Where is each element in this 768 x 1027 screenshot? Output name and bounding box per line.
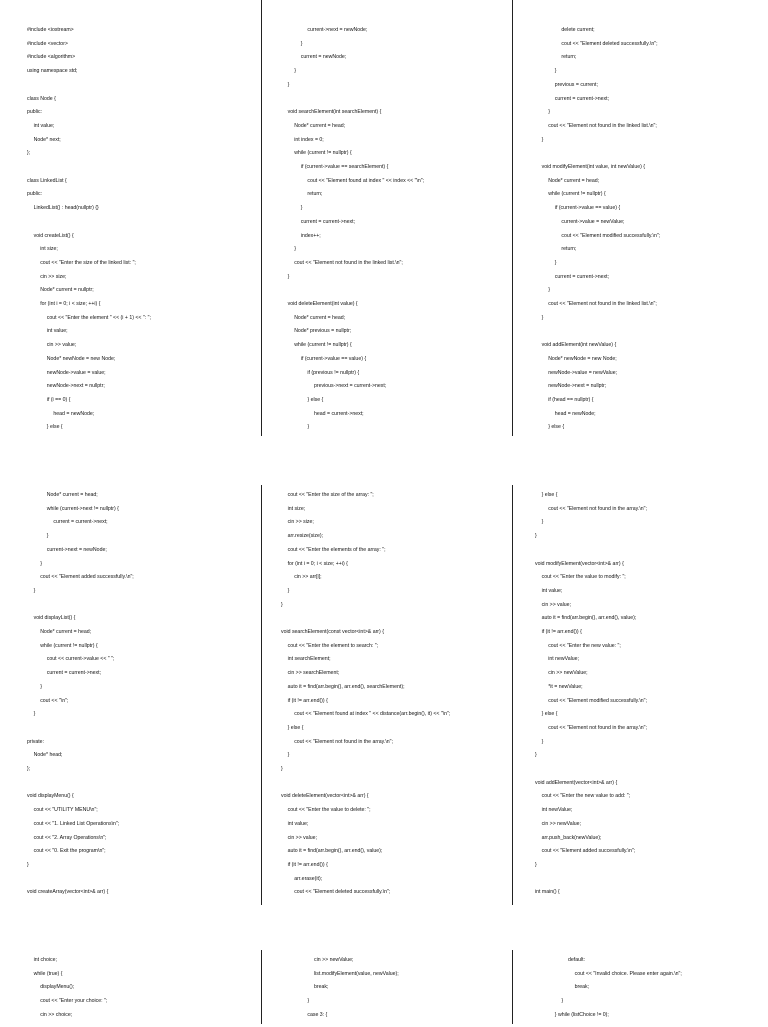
code-column-r2-c3: [535, 492, 768, 912]
code-line: cin >> newValue;: [548, 670, 588, 677]
code-line: if (current->value == searchElement) {: [300, 164, 389, 170]
code-line: int value;: [46, 328, 68, 335]
code-line: void createList() {: [33, 232, 74, 239]
code-line: }: [554, 68, 557, 75]
code-line: } else {: [548, 424, 565, 431]
code-line: cout << "Element added successfully.\n";: [541, 848, 636, 855]
code-line: current = current->next;: [300, 218, 356, 225]
code-line: default:: [568, 957, 586, 963]
code-line: index++;: [300, 232, 321, 239]
code-line: delete current;: [561, 27, 595, 33]
code-line: int value;: [541, 587, 563, 594]
code-line: Node* current = head;: [46, 492, 98, 498]
code-line: return;: [561, 246, 577, 253]
code-line: Node* current = head;: [294, 314, 346, 321]
code-line: cout << current->value << " ";: [46, 656, 115, 663]
code-line: void deleteElement(vector<int>& arr) {: [281, 793, 369, 800]
code-line: cout << "Element not found in the linked list.\n";: [548, 301, 657, 307]
code-line: newNode->value = value;: [46, 369, 106, 376]
code-line: arr.erase(it);: [294, 875, 323, 882]
code-line: void modifyElement(vector<int>& arr) {: [535, 560, 624, 567]
code-line: while (current != nullptr) {: [294, 342, 352, 349]
code-line: }: [548, 287, 550, 294]
code-line: }: [541, 519, 544, 526]
code-line: head = newNode;: [554, 410, 596, 417]
code-line: cin >> choice;: [40, 1011, 73, 1018]
code-line: while (current != nullptr) {: [548, 191, 606, 198]
code-line: Node* current = nullptr;: [40, 287, 94, 294]
code-line: }: [287, 587, 290, 594]
code-line: cout << "Enter the element " << (i + 1) << ": ";: [46, 314, 151, 321]
code-line: case 3: {: [307, 1011, 328, 1018]
code-line: cout << "Enter the value to modify: ";: [541, 574, 626, 581]
code-line: cout << "Enter your choice: ";: [40, 998, 108, 1005]
column-divider: [261, 0, 262, 436]
code-line: cin >> value;: [541, 601, 572, 608]
code-line: cin >> value;: [287, 834, 318, 841]
code-line: cout << "Element modified successfully.\n";: [548, 697, 647, 704]
code-line: }: [300, 40, 303, 47]
code-line: for (int i = 0; i < size; ++i) {: [40, 301, 101, 307]
code-line: cout << "Enter the value to delete: ";: [287, 807, 371, 814]
code-line: cout << "Invalid choice. Please enter again.\n";: [574, 970, 682, 977]
code-column-r1-c3: [535, 27, 768, 447]
code-line: } else {: [541, 711, 558, 718]
code-line: Node* next;: [33, 136, 61, 143]
code-line: previous = current;: [554, 81, 598, 88]
code-line: int choice;: [33, 957, 57, 963]
code-line: auto it = find(arr.begin(), arr.end(), searchElement);: [287, 683, 405, 690]
code-line: void modifyElement(int value, int newValue) {: [541, 164, 646, 170]
code-line: current = current->next;: [53, 519, 108, 526]
code-line: if (current->value == value) {: [300, 355, 367, 362]
code-line: for (int i = 0; i < size; ++i) {: [287, 560, 348, 567]
code-line: newNode->next = nullptr;: [548, 383, 607, 390]
code-line: }: [541, 738, 544, 745]
code-line: private:: [27, 738, 45, 745]
code-line: int index = 0;: [294, 136, 324, 143]
code-line: cout << "Enter the elements of the array: ";: [287, 546, 386, 553]
code-line: if (i == 0) {: [46, 396, 71, 403]
code-line: current->value = newValue;: [561, 218, 625, 225]
code-column-r2-c1: [27, 492, 267, 912]
code-line: LinkedList() : head(nullptr) {}: [33, 205, 99, 212]
column-divider: [261, 485, 262, 905]
code-line: }: [541, 136, 544, 143]
code-line: }: [40, 683, 42, 690]
code-line: cout << "Element modified successfully.\n";: [561, 232, 661, 239]
code-line: cin >> value;: [46, 342, 77, 349]
code-line: current = current->next;: [554, 273, 610, 280]
code-line: class LinkedList {: [27, 177, 67, 184]
code-column-r3-c3: [535, 957, 768, 1027]
code-line: cout << "Element not found in the linked list.\n";: [548, 122, 657, 129]
code-column-r2-c2: [281, 492, 521, 912]
code-line: int searchElement;: [287, 656, 331, 663]
code-line: cout << "Element added successfully.\n";: [40, 574, 134, 581]
code-line: void addElement(vector<int>& arr) {: [535, 779, 618, 786]
code-line: }: [287, 81, 290, 88]
code-column-r3-c2: [281, 957, 521, 1027]
code-line: current->next = newNode;: [307, 27, 368, 33]
code-line: cout << "1. Linked List Operations\n";: [33, 820, 120, 827]
code-line: *it = newValue;: [548, 683, 583, 690]
code-line: }: [307, 998, 310, 1005]
code-line: cout << "Element not found in the array.\n";: [548, 505, 647, 512]
code-line: }: [27, 861, 29, 868]
code-line: current = newNode;: [300, 54, 347, 61]
code-line: cout << "Enter the element to search: ";: [287, 642, 379, 649]
code-line: int newValue;: [548, 656, 579, 663]
code-line: }: [535, 533, 537, 540]
code-line: cout << "2. Array Operations\n";: [33, 834, 107, 841]
code-line: }: [300, 205, 303, 212]
code-line: }: [554, 259, 557, 266]
code-line: newNode->value = newValue;: [548, 369, 618, 376]
code-line: } else {: [307, 396, 324, 403]
code-line: };: [27, 766, 31, 772]
code-line: auto it = find(arr.begin(), arr.end(), value);: [541, 615, 637, 622]
code-line: cout << "Enter the new value to add: ";: [541, 793, 631, 800]
code-line: cin >> arr[i];: [294, 574, 322, 581]
code-line: Node* current = head;: [548, 177, 600, 184]
code-line: }: [548, 109, 550, 116]
code-line: int value;: [287, 820, 309, 827]
code-line: cout << "Enter the size of the linked list: ";: [40, 259, 136, 266]
code-line: }: [307, 424, 310, 431]
code-line: cout << "Element not found in the array.\n";: [294, 738, 393, 745]
code-line: }: [40, 560, 42, 567]
code-line: }: [287, 273, 290, 280]
code-line: cin >> size;: [287, 519, 314, 526]
code-line: } while (listChoice != 0);: [554, 1011, 609, 1018]
code-line: cout << "UTILITY MENU\n";: [33, 807, 98, 814]
code-line: } else {: [46, 424, 63, 431]
code-line: };: [27, 150, 31, 157]
code-line: void searchElement(int searchElement) {: [287, 109, 382, 116]
code-line: void displayMenu() {: [27, 793, 74, 800]
code-line: if (it != arr.end()) {: [541, 629, 582, 635]
code-line: while (current != nullptr) {: [40, 642, 98, 649]
code-line: Node* previous = nullptr;: [294, 328, 352, 335]
code-line: Node* newNode = new Node;: [548, 355, 617, 362]
code-line: Node* newNode = new Node;: [46, 355, 116, 362]
code-line: while (current != nullptr) {: [294, 150, 352, 157]
code-line: public:: [27, 109, 42, 116]
code-line: current = current->next;: [46, 670, 102, 677]
code-line: } else {: [287, 724, 304, 731]
code-line: while (current->next != nullptr) {: [46, 505, 119, 512]
code-line: cout << "Enter the size of the array: ";: [287, 492, 374, 498]
code-line: while (true) {: [33, 970, 63, 977]
code-line: }: [33, 587, 36, 594]
code-line: }: [33, 711, 36, 718]
code-line: newNode->next = nullptr;: [46, 383, 105, 390]
column-divider: [261, 950, 262, 1024]
code-column-r1-c1: [27, 27, 267, 447]
column-divider: [512, 0, 513, 436]
code-line: if (previous != nullptr) {: [307, 369, 360, 376]
code-line: if (it != arr.end()) {: [287, 697, 328, 704]
code-line: cin >> newValue;: [314, 957, 354, 963]
code-line: arr.push_back(newValue);: [541, 834, 602, 841]
code-line: int value;: [33, 122, 55, 129]
code-column-r3-c1: [27, 957, 267, 1027]
code-line: break;: [574, 984, 590, 991]
code-line: }: [561, 998, 564, 1005]
code-line: displayMenu();: [40, 984, 75, 991]
column-divider: [512, 950, 513, 1024]
code-line: }: [294, 246, 296, 253]
code-line: cin >> size;: [40, 273, 67, 280]
code-line: cout << "Element deleted successfully.\n";: [294, 889, 391, 896]
code-line: auto it = find(arr.begin(), arr.end(), value);: [287, 848, 383, 855]
code-line: Node* current = head;: [294, 122, 346, 129]
code-line: cin >> newValue;: [541, 820, 582, 827]
code-line: if (it != arr.end()) {: [287, 861, 328, 868]
code-line: }: [287, 752, 290, 759]
code-line: #include <algorithm>: [27, 54, 76, 61]
code-line: int main() {: [535, 889, 560, 896]
code-line: }: [294, 68, 296, 75]
code-line: cout << "Element not found in the array.\n";: [548, 724, 647, 731]
code-line: cout << "Element found at index " << index << "\n";: [307, 177, 425, 184]
code-line: class Node {: [27, 95, 56, 102]
code-line: void createArray(vector<int>& arr) {: [27, 889, 109, 896]
code-line: }: [281, 766, 283, 772]
code-line: previous->next = current->next;: [314, 383, 387, 390]
code-line: public:: [27, 191, 42, 198]
code-line: head = current->next;: [314, 410, 364, 417]
code-line: cout << "\n";: [40, 697, 69, 704]
code-line: current = current->next;: [554, 95, 610, 102]
code-line: }: [541, 314, 544, 321]
code-line: } else {: [541, 492, 558, 498]
code-line: }: [535, 861, 537, 868]
code-line: #include <iostream>: [27, 27, 74, 33]
code-line: list.modifyElement(value, newValue);: [314, 970, 399, 977]
code-line: Node* current = head;: [40, 629, 92, 635]
code-line: }: [281, 601, 283, 608]
code-line: Node* head;: [33, 752, 63, 759]
code-line: }: [46, 533, 49, 540]
code-line: break;: [314, 984, 329, 991]
code-line: head = newNode;: [53, 410, 95, 417]
code-line: return;: [561, 54, 577, 61]
code-line: if (current->value == value) {: [554, 205, 621, 212]
code-line: #include <vector>: [27, 40, 68, 47]
code-column-r1-c2: [281, 27, 521, 447]
code-line: void displayList() {: [33, 615, 76, 622]
code-line: using namespace std;: [27, 68, 78, 75]
code-line: if (head == nullptr) {: [548, 396, 594, 403]
code-line: cout << "Element not found in the linked list.\n";: [294, 259, 403, 266]
code-line: cout << "Element deleted successfully.\n";: [561, 40, 658, 47]
code-line: int size;: [40, 246, 58, 253]
code-line: int newValue;: [541, 807, 573, 814]
code-line: cout << "Element found at index " << distance(arr.begin(), it) << "\n";: [294, 711, 451, 718]
code-line: cout << "0. Exit the program\n";: [33, 848, 106, 855]
code-line: void addElement(int newValue) {: [541, 342, 617, 349]
column-divider: [512, 485, 513, 905]
code-line: arr.resize(size);: [287, 533, 324, 540]
code-line: void searchElement(const vector<int>& arr) {: [281, 629, 384, 635]
code-line: return;: [307, 191, 323, 198]
code-line: cin >> searchElement;: [287, 670, 340, 677]
code-line: cout << "Enter the new value: ";: [548, 642, 621, 649]
code-line: void deleteElement(int value) {: [287, 301, 358, 307]
code-line: }: [535, 752, 537, 759]
code-line: current->next = newNode;: [46, 546, 107, 553]
code-line: int size;: [287, 505, 306, 512]
